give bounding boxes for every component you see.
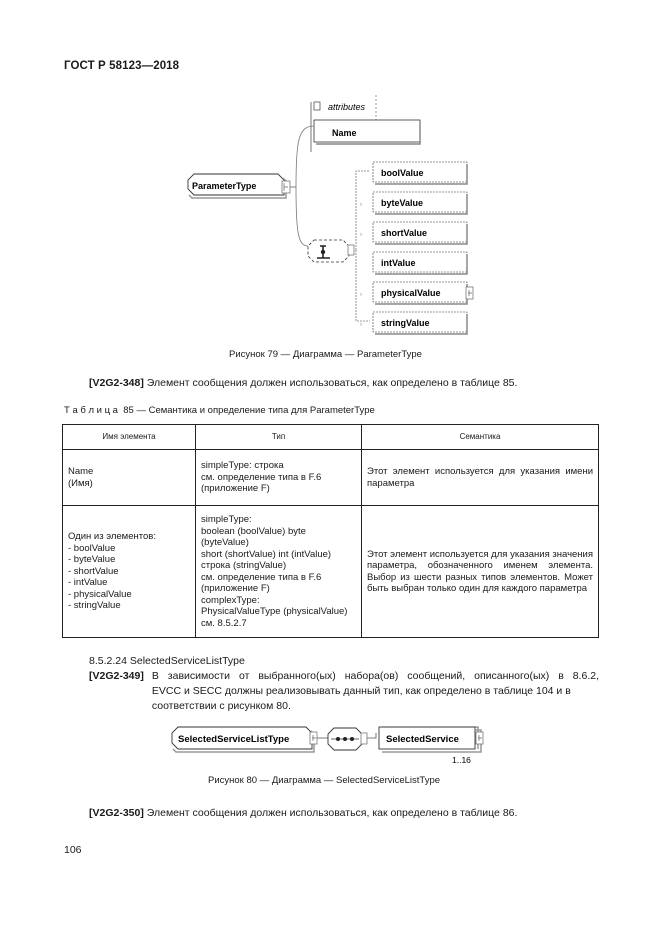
choice-element-label: stringValue [381,318,430,328]
cell-line: short (shortValue) int (intValue) [201,548,332,560]
table-cell-type [196,506,362,638]
choice-element-label: physicalValue [381,288,441,298]
attributes-label: attributes [328,102,366,112]
section-number: 8.5.2.24 [89,655,127,667]
name-element-label: Name [332,128,357,138]
choice-element-label: byteValue [381,198,424,208]
requirement-id: [V2G2-348] [89,377,144,389]
cell-line: boolean (boolValue) byte [201,525,306,537]
requirement-id: [V2G2-349] [89,670,144,682]
table-85-caption [64,405,375,416]
figure-80-caption: Рисунок 80 — Диаграмма — SelectedServiceListType [208,775,441,786]
requirement-text: Элемент сообщения должен использоваться, как определено в таблице 86. [143,807,518,819]
paragraph-349 [89,669,599,714]
column-header: Тип [196,425,362,450]
cell-line: complexType: [201,594,260,606]
cell-line: см. определение типа в F.6 [201,471,322,483]
page-number: 106 [64,844,82,856]
choice-short-value [360,222,467,244]
cell-line: Один из элементов: [68,531,156,543]
cell-line: - stringValue [68,600,121,612]
cell-line: Name [68,466,94,477]
cell-line: см. 8.5.2.7 [201,617,247,629]
figure-79-caption: Рисунок 79 — Диаграмма — ParameterType [229,349,422,360]
cell-line: (приложение F) [201,483,270,495]
cell-line: (byteValue) [201,537,249,548]
svg-text:›: › [360,232,362,238]
cell-line: PhysicalValueType (physicalValue) [201,606,348,617]
figure-79-diagram [180,92,490,342]
requirement-line: соответствии с рисунком 80. [151,700,291,712]
column-header: Семантика [362,425,599,450]
svg-text:›: › [360,202,362,208]
cell-line: - boolValue [68,542,116,554]
figure-80-diagram [170,722,500,768]
parametertype-node [188,174,290,198]
section-heading [89,654,245,669]
cell-line: строка (stringValue) [201,560,287,571]
attributes-group [311,95,420,152]
root-type-label: SelectedServiceListType [178,734,290,745]
paragraph-348 [89,376,517,391]
selectedservicelisttype-node [172,727,317,752]
requirement-line: EVCC и SECC должны реализовывать данный тип, как определено в таблице 104 и в [151,685,571,697]
choice-physical-value [360,282,473,304]
choice-element-label: intValue [381,258,416,268]
cell-line: (приложение F) [201,583,270,594]
table-header-row [63,425,599,450]
cell-line: simpleType: [201,514,252,525]
table-cell-semantics: Этот элемент используется для указания значения параметра, обозначенного именем элемента. Выбор из шести разных типов элементов. Может быть выбран только один для каждого параметра [362,506,599,638]
table-cell-name [63,450,196,506]
choice-element-label: boolValue [381,168,424,178]
table-caption-text: 85 — Семантика и определение типа для ParameterType [123,405,375,416]
cell-line: см. определение типа в F.6 [201,571,322,583]
cell-line: (Имя) [68,477,93,489]
section-title: SelectedServiceListType [129,655,245,667]
cell-line: - shortValue [68,565,119,577]
table-cell-name [63,506,196,638]
sequence-compositor [328,728,367,750]
choice-compositor [308,240,354,262]
root-type-label: ParameterType [192,181,257,191]
cell-line: - byteValue [68,554,116,566]
table-row [63,450,599,506]
table-caption-prefix: Т а б л и ц а [64,405,118,416]
choice-int-value [373,252,467,274]
requirement-line: В зависимости от выбранного(ых) набора(ов) сообщений, описанного(ых) в 8.6.2, [151,670,599,682]
multiplicity-label: 1..16 [452,755,471,765]
table-cell-type [196,450,362,506]
choice-byte-value [360,192,467,214]
choice-bool-value [373,162,467,184]
table-85 [62,424,599,638]
cell-line: - intValue [68,577,108,589]
svg-text:›: › [360,322,362,328]
choice-string-value [360,312,467,334]
choice-element-label: shortValue [381,228,428,238]
svg-text:›: › [360,292,362,298]
requirement-text: Элемент сообщения должен использоваться, как определено в таблице 85. [143,377,518,389]
selectedservice-node [379,727,483,765]
cell-line: simpleType: строка [201,460,284,472]
table-cell-semantics: Этот элемент используется для указания имени параметра [362,450,599,506]
paragraph-350 [89,806,517,821]
column-header: Имя элемента [63,425,196,450]
document-header: ГОСТ Р 58123—2018 [64,60,180,72]
cell-line: - physicalValue [68,588,132,600]
child-element-label: SelectedService [386,734,459,745]
requirement-id: [V2G2-350] [89,807,144,819]
table-row [63,506,599,638]
